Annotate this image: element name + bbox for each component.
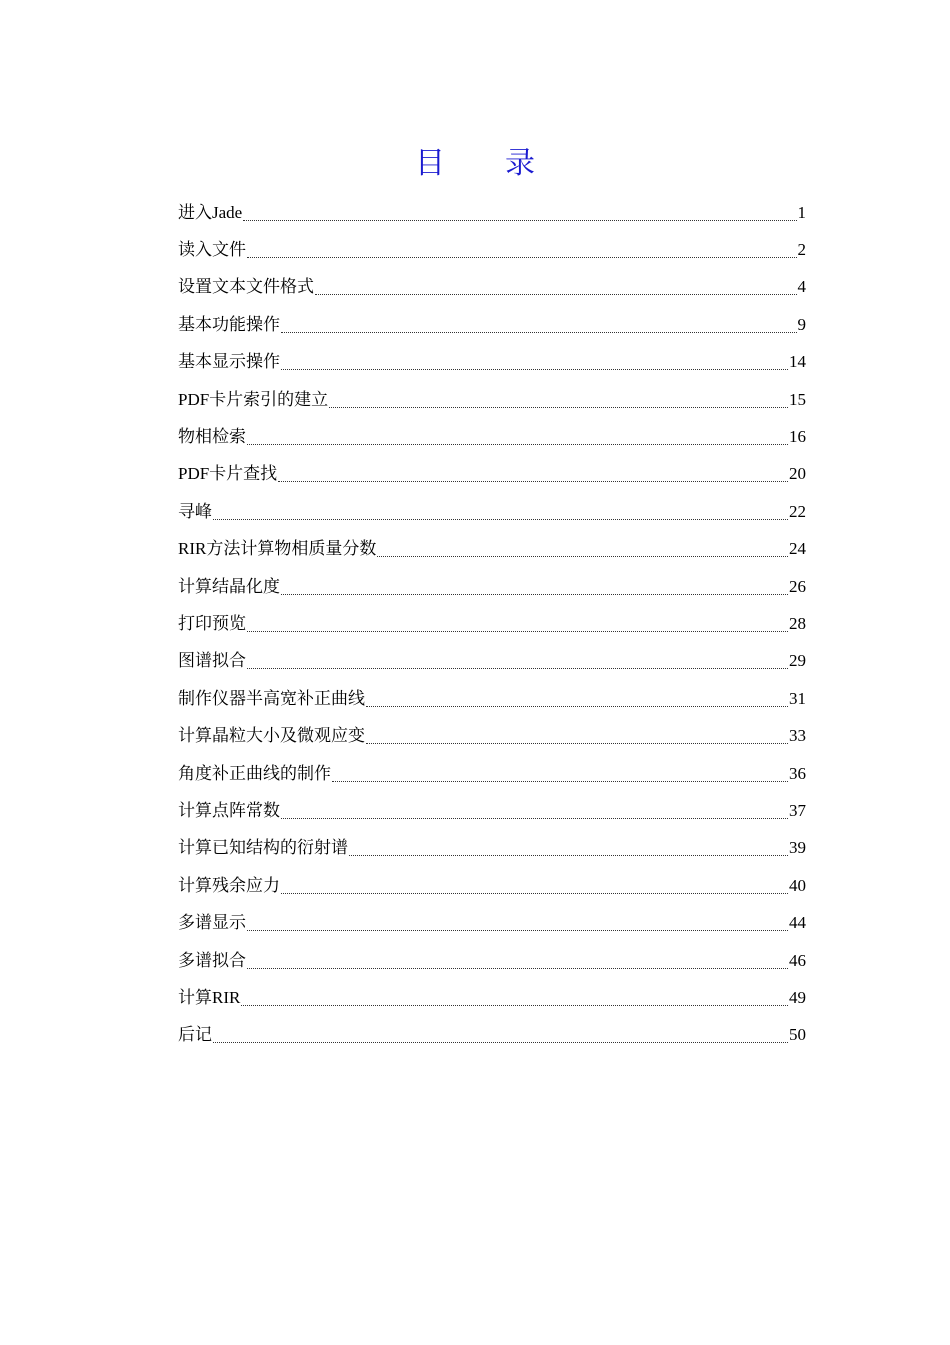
toc-dot-leader bbox=[247, 256, 797, 258]
toc-entry[interactable] bbox=[178, 605, 806, 642]
toc-entry[interactable] bbox=[178, 830, 806, 867]
toc-dot-leader bbox=[281, 368, 788, 370]
toc-entry-page-number: 50 bbox=[789, 1025, 806, 1045]
toc-entry-page-number: 40 bbox=[789, 875, 806, 895]
toc-dot-leader bbox=[281, 892, 788, 894]
toc-entry-label: RIR方法计算物相质量分数 bbox=[178, 539, 377, 559]
toc-entry-page-number: 33 bbox=[789, 726, 806, 746]
toc-list bbox=[178, 194, 806, 1054]
toc-entry[interactable] bbox=[178, 568, 806, 605]
toc-entry-page-number: 2 bbox=[797, 240, 806, 260]
toc-entry-page-number: 36 bbox=[789, 763, 806, 783]
toc-dot-leader bbox=[247, 967, 788, 969]
toc-dot-leader bbox=[247, 443, 788, 445]
toc-entry[interactable] bbox=[178, 1017, 806, 1054]
toc-title: 目 录 bbox=[415, 147, 535, 180]
toc-entry[interactable] bbox=[178, 231, 806, 268]
toc-entry-page-number: 46 bbox=[789, 950, 806, 970]
toc-entry-label: 计算已知结构的衍射谱 bbox=[178, 838, 348, 858]
toc-entry[interactable] bbox=[178, 867, 806, 904]
toc-dot-leader bbox=[247, 630, 788, 632]
toc-entry-page-number: 14 bbox=[789, 352, 806, 372]
toc-dot-leader bbox=[278, 480, 788, 482]
toc-dot-leader bbox=[332, 780, 788, 782]
toc-entry-label: 设置文本文件格式 bbox=[178, 277, 314, 297]
toc-entry-page-number: 26 bbox=[789, 576, 806, 596]
toc-entry-page-number: 39 bbox=[789, 838, 806, 858]
toc-entry[interactable] bbox=[178, 717, 806, 754]
toc-dot-leader bbox=[213, 1041, 788, 1043]
toc-entry-label: 多谱显示 bbox=[178, 913, 246, 933]
toc-dot-leader bbox=[241, 1004, 788, 1006]
toc-entry-label: 物相检索 bbox=[178, 427, 246, 447]
toc-entry-page-number: 37 bbox=[789, 800, 806, 820]
toc-entry-page-number: 29 bbox=[789, 651, 806, 671]
toc-entry-label: 基本显示操作 bbox=[178, 352, 280, 372]
toc-dot-leader bbox=[349, 854, 788, 856]
toc-entry-page-number: 31 bbox=[789, 688, 806, 708]
toc-entry-label: 打印预览 bbox=[178, 613, 246, 633]
toc-entry-label: 后记 bbox=[178, 1025, 212, 1045]
toc-entry-page-number: 4 bbox=[797, 277, 806, 297]
toc-entry-page-number: 22 bbox=[789, 501, 806, 521]
toc-entry[interactable] bbox=[178, 269, 806, 306]
toc-entry-page-number: 1 bbox=[797, 202, 806, 222]
toc-entry-label: 制作仪器半高宽补正曲线 bbox=[178, 688, 365, 708]
toc-entry[interactable] bbox=[178, 344, 806, 381]
toc-entry[interactable] bbox=[178, 381, 806, 418]
toc-entry[interactable] bbox=[178, 493, 806, 530]
toc-entry-page-number: 24 bbox=[789, 539, 806, 559]
toc-dot-leader bbox=[243, 219, 796, 221]
toc-dot-leader bbox=[247, 929, 788, 931]
toc-entry-label: 进入Jade bbox=[178, 202, 243, 222]
toc-entry[interactable] bbox=[178, 456, 806, 493]
toc-entry-page-number: 9 bbox=[797, 314, 806, 334]
toc-entry-label: 多谱拟合 bbox=[178, 950, 246, 970]
toc-entry-page-number: 15 bbox=[789, 389, 806, 409]
toc-entry[interactable] bbox=[178, 418, 806, 455]
toc-dot-leader bbox=[281, 593, 788, 595]
toc-entry-page-number: 20 bbox=[789, 464, 806, 484]
toc-dot-leader bbox=[281, 817, 788, 819]
toc-dot-leader bbox=[315, 293, 797, 295]
toc-dot-leader bbox=[366, 742, 788, 744]
toc-dot-leader bbox=[366, 705, 788, 707]
toc-entry-label: 角度补正曲线的制作 bbox=[178, 763, 331, 783]
toc-entry-label: 计算结晶化度 bbox=[178, 576, 280, 596]
toc-entry-page-number: 16 bbox=[789, 427, 806, 447]
toc-dot-leader bbox=[377, 555, 788, 557]
toc-entry[interactable] bbox=[178, 979, 806, 1016]
toc-entry-label: 计算残余应力 bbox=[178, 875, 280, 895]
toc-entry-label: PDF卡片索引的建立 bbox=[178, 389, 329, 409]
toc-entry-label: 计算RIR bbox=[178, 987, 241, 1007]
toc-entry-label: 基本功能操作 bbox=[178, 314, 280, 334]
toc-entry[interactable] bbox=[178, 904, 806, 941]
toc-entry-label: 计算晶粒大小及微观应变 bbox=[178, 726, 365, 746]
toc-dot-leader bbox=[329, 406, 788, 408]
toc-entry[interactable] bbox=[178, 680, 806, 717]
toc-entry-label: 计算点阵常数 bbox=[178, 800, 280, 820]
toc-entry-page-number: 28 bbox=[789, 613, 806, 633]
toc-entry-page-number: 49 bbox=[789, 987, 806, 1007]
toc-dot-leader bbox=[281, 331, 797, 333]
toc-dot-leader bbox=[213, 518, 788, 520]
toc-entry[interactable] bbox=[178, 755, 806, 792]
toc-entry[interactable] bbox=[178, 306, 806, 343]
toc-entry[interactable] bbox=[178, 643, 806, 680]
toc-entry-label: PDF卡片查找 bbox=[178, 464, 278, 484]
toc-entry[interactable] bbox=[178, 194, 806, 231]
toc-entry-label: 读入文件 bbox=[178, 240, 246, 260]
toc-entry-label: 寻峰 bbox=[178, 501, 212, 521]
toc-entry[interactable] bbox=[178, 531, 806, 568]
toc-entry-page-number: 44 bbox=[789, 913, 806, 933]
toc-entry[interactable] bbox=[178, 942, 806, 979]
toc-entry[interactable] bbox=[178, 792, 806, 829]
toc-entry-label: 图谱拟合 bbox=[178, 651, 246, 671]
toc-dot-leader bbox=[247, 667, 788, 669]
